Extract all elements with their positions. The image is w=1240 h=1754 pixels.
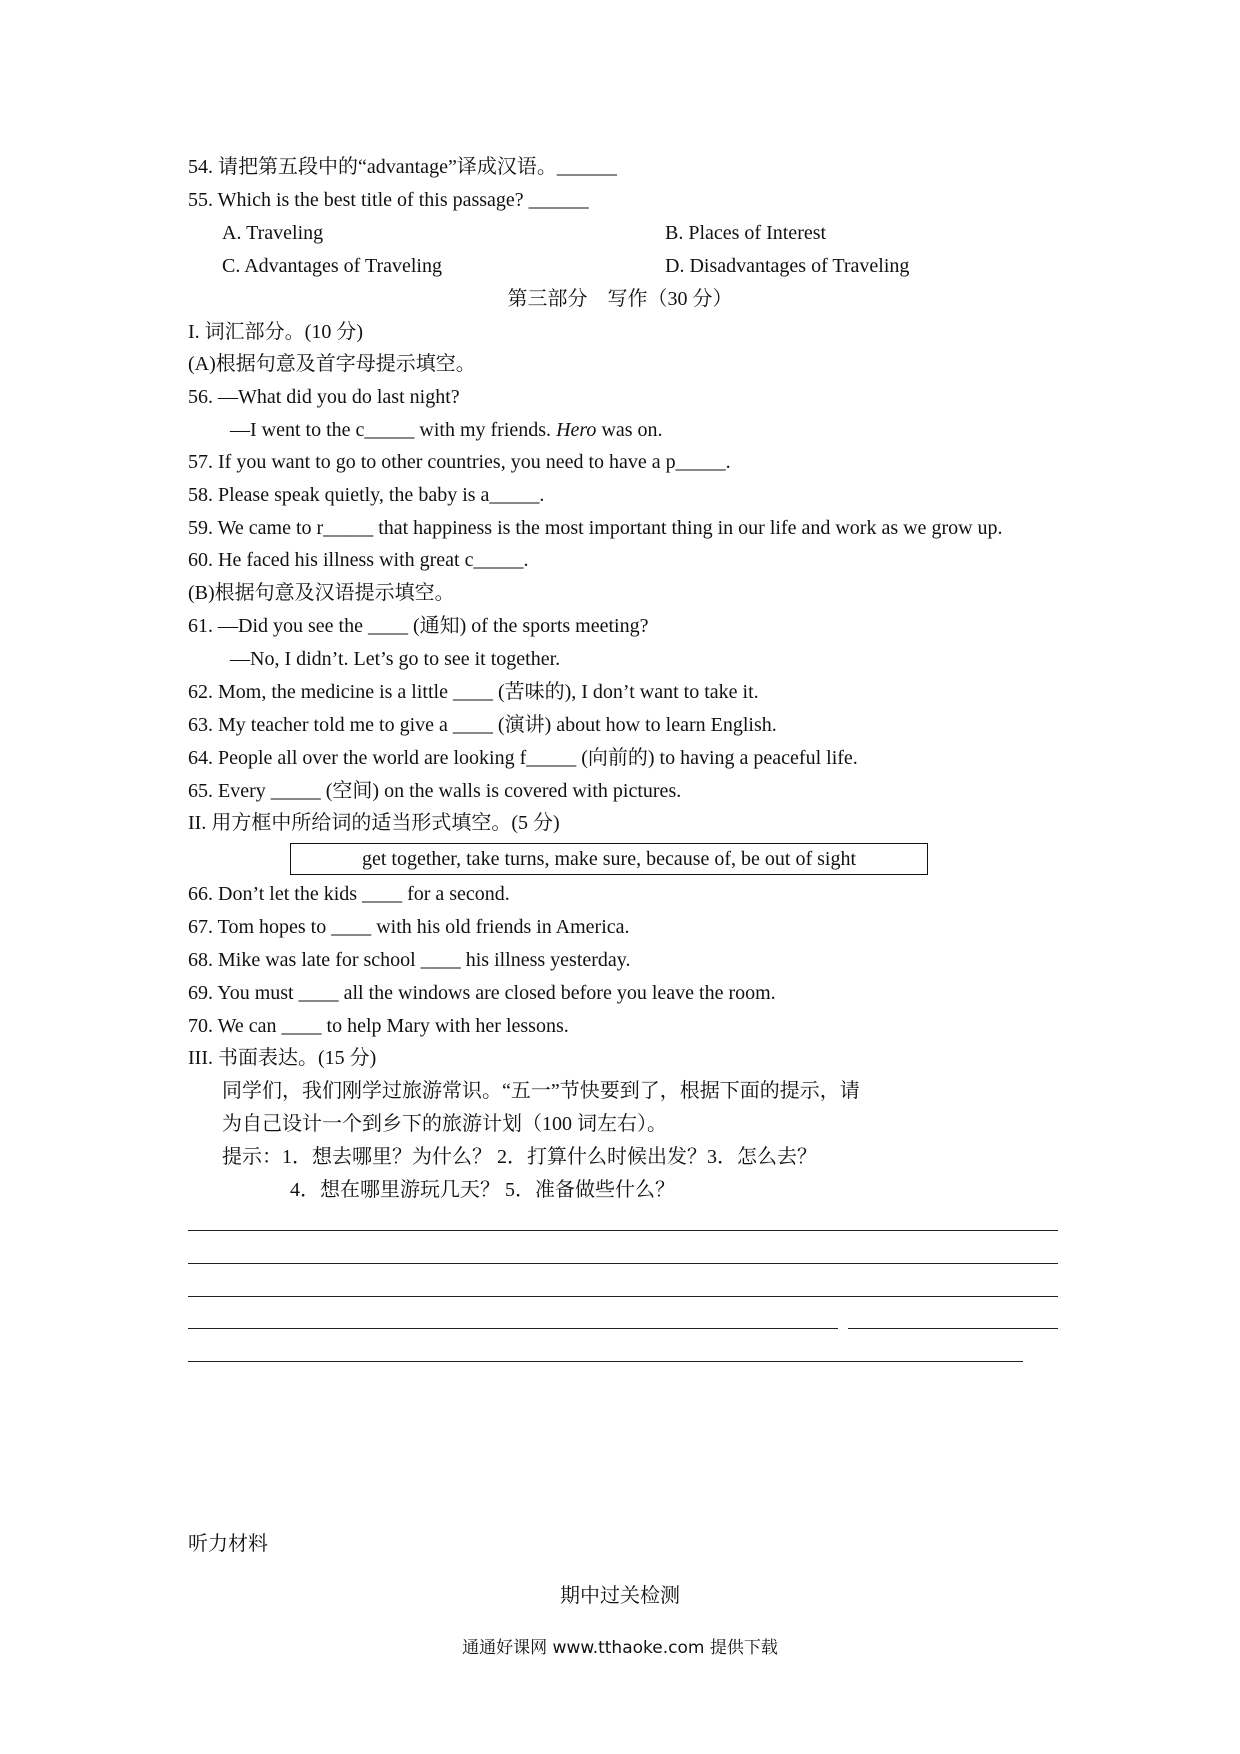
question-64: 64. People all over the world are looking f_____ (向前的) to having a peaceful life. [188,747,858,769]
listening-material-label: 听力材料 [188,1533,268,1555]
midterm-title: 期中过关检测 [560,1585,680,1607]
question-69: 69. You must ____ all the windows are closed before you leave the room. [188,982,776,1004]
question-68: 68. Mike was late for school ____ his illness yesterday. [188,949,631,971]
question-55-option-c: C. Advantages of Traveling [222,255,442,277]
section1-part-b-instruction: (B)根据句意及汉语提示填空。 [188,582,455,604]
question-58: 58. Please speak quietly, the baby is a_____. [188,484,545,506]
question-56-text-post: was on. [596,419,663,441]
question-54: 54. 请把第五段中的“advantage”译成汉语。______ [188,156,617,178]
question-56-text-pre: —I went to the c_____ with my friends. [230,419,557,441]
part3-title: 第三部分 写作（30 分） [507,288,733,310]
question-70: 70. We can ____ to help Mary with her lessons. [188,1015,569,1037]
question-61-line2: —No, I didn’t. Let’s go to see it together. [230,648,561,670]
writing-prompt-line2: 为自己设计一个到乡下的旅游计划（100 词左右）。 [222,1113,667,1135]
footer-download-note: 通通好课网 www.tthaoke.com 提供下载 [462,1638,778,1658]
writing-prompt-line1: 同学们，我们刚学过旅游常识。“五一”节快要到了，根据下面的提示，请 [222,1080,860,1102]
writing-hints-line1: 提示：1．想去哪里？为什么？ 2．打算什么时候出发？3．怎么去？ [222,1146,817,1168]
question-61-line1: 61. —Did you see the ____ (通知) of the sports meeting? [188,615,649,637]
question-60: 60. He faced his illness with great c_____. [188,549,529,571]
answer-line [188,1328,838,1329]
answer-line [188,1361,1023,1362]
question-65: 65. Every _____ (空间) on the walls is covered with pictures. [188,780,682,802]
question-67: 67. Tom hopes to ____ with his old friends in America. [188,916,630,938]
section1-part-a-instruction: (A)根据句意及首字母提示填空。 [188,353,476,375]
question-63: 63. My teacher told me to give a ____ (演讲) about how to learn English. [188,714,777,736]
word-box: get together, take turns, make sure, because of, be out of sight [290,843,928,875]
question-55-stem: 55. Which is the best title of this passage? ______ [188,189,589,211]
section3-heading: III. 书面表达。(15 分) [188,1047,377,1069]
writing-hints-line2: 4．想在哪里游玩几天？ 5．准备做些什么？ [290,1179,675,1201]
question-56-movie-title: Hero [556,419,597,441]
answer-line [188,1296,1058,1297]
section2-heading: II. 用方框中所给词的适当形式填空。(5 分) [188,812,560,834]
question-66: 66. Don’t let the kids ____ for a second. [188,883,510,905]
answer-line [188,1263,1058,1264]
question-55-option-b: B. Places of Interest [665,222,827,244]
answer-line [188,1230,1058,1231]
question-56-line1: 56. —What did you do last night? [188,386,460,408]
question-57: 57. If you want to go to other countries, you need to have a p_____. [188,451,731,473]
question-59: 59. We came to r_____ that happiness is the most important thing in our life and work as we grow up. [188,517,1003,539]
question-55-option-a: A. Traveling [222,222,324,244]
section1-heading: I. 词汇部分。(10 分) [188,321,363,343]
answer-line [848,1328,1058,1329]
question-62: 62. Mom, the medicine is a little ____ (苦味的), I don’t want to take it. [188,681,759,703]
question-56-line2 [230,416,663,444]
question-55-option-d: D. Disadvantages of Traveling [665,255,910,277]
